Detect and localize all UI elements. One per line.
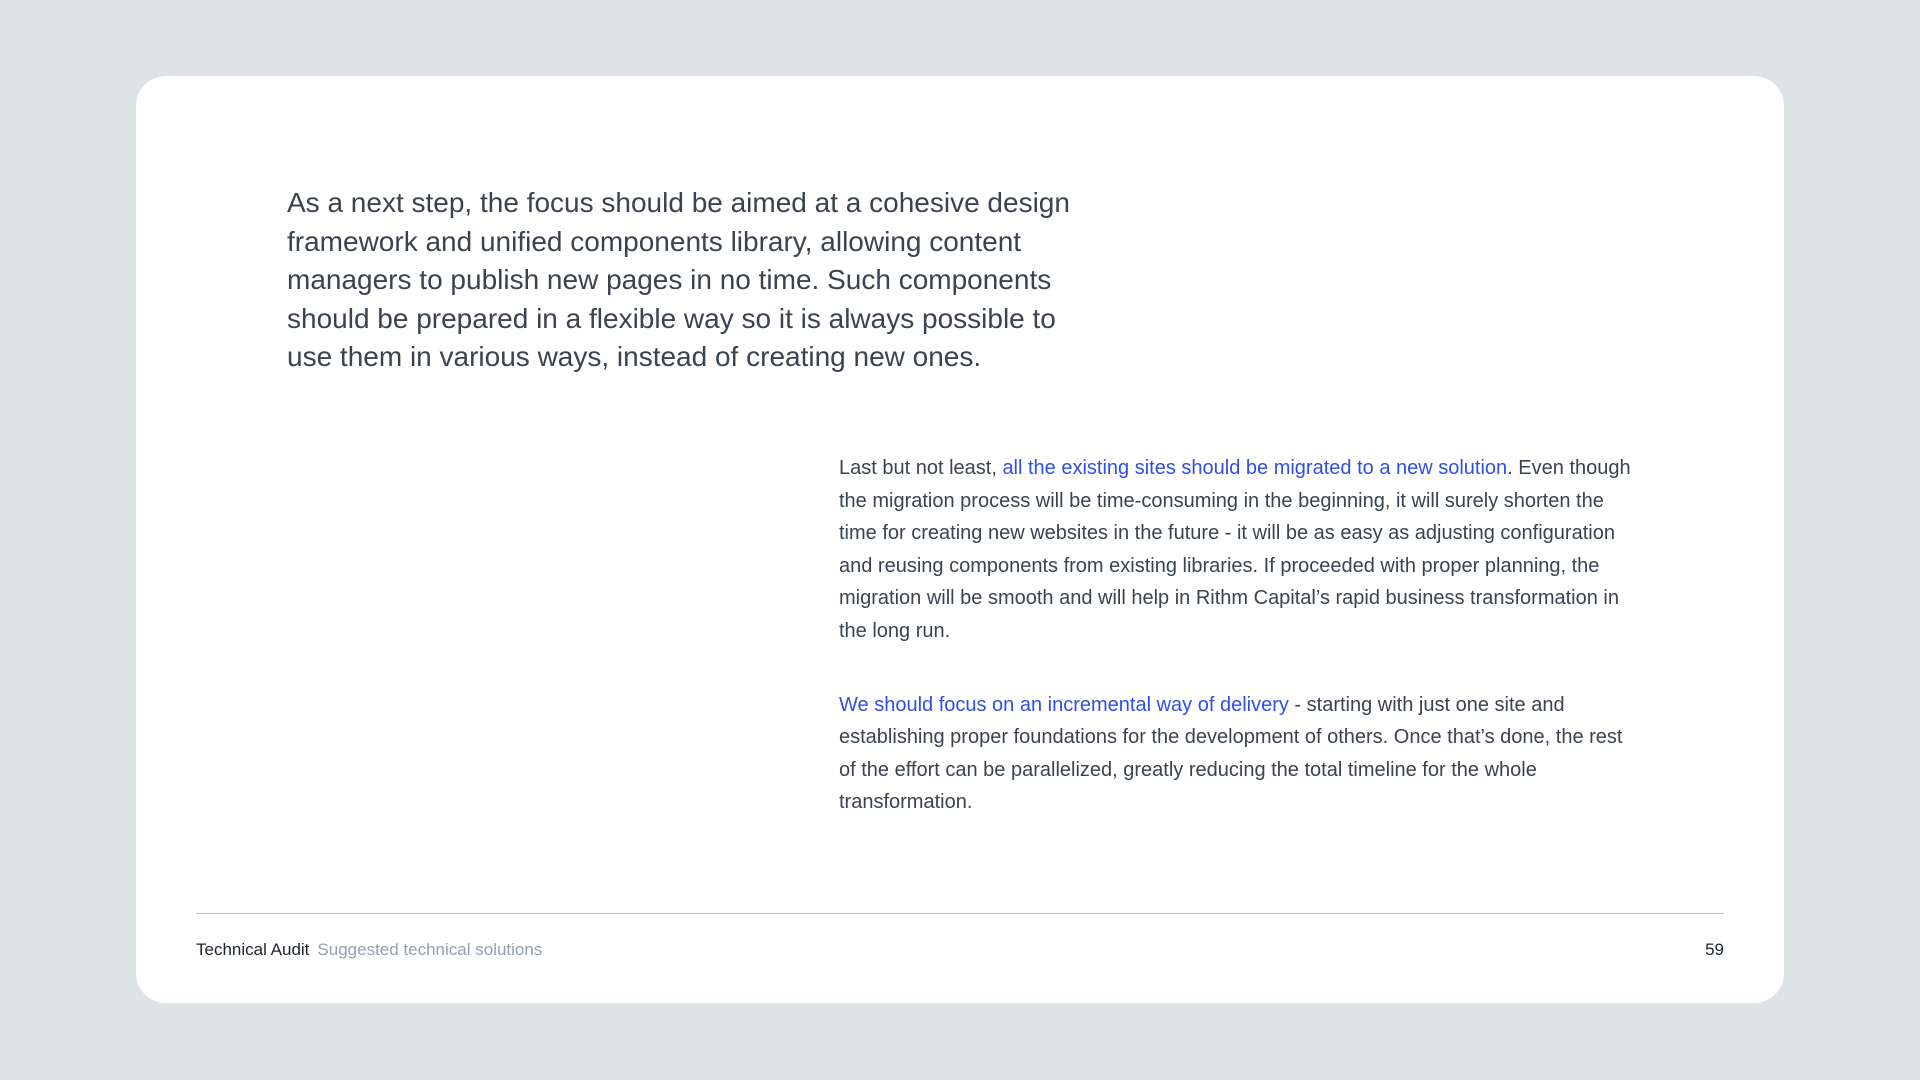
page-number: 59 — [1705, 940, 1724, 959]
intro-paragraph: As a next step, the focus should be aimed at a cohesive design framework and unified components library, allowing content managers to publish new pages in no time. Such components should be prepared in a flexible way so it is always possible to use them in various ways, instead of creating new ones. — [287, 187, 1070, 373]
footer-divider — [196, 913, 1724, 914]
migration-paragraph — [839, 452, 1639, 648]
section-title: Suggested technical solutions — [317, 940, 543, 959]
slide-card — [136, 76, 1784, 1003]
migration-highlight: all the existing sites should be migrated to a new solution — [1002, 457, 1508, 479]
body-column — [839, 452, 1639, 819]
footer-breadcrumb — [196, 939, 542, 961]
document-title: Technical Audit — [196, 940, 310, 959]
delivery-paragraph-rest: - starting with just one site and establishing proper foundations for the development of others. Once that’s done, the rest of the effort can be parallelized, greatly reducing the total timeline for the whole transformation. — [839, 693, 1623, 814]
migration-paragraph-rest: . Even though the migration process will be time-consuming in the beginning, it will surely shorten the time for creating new websites in the future - it will be as easy as adjusting configuration and reusing components from existing libraries. If proceeded with proper planning, the migration will be smooth and will help in Rithm Capital’s rapid business transformation in the long run. — [839, 457, 1631, 642]
delivery-paragraph — [839, 689, 1639, 819]
migration-paragraph-lead: Last but not least, — [839, 457, 1003, 479]
delivery-highlight: We should focus on an incremental way of delivery — [839, 693, 1289, 716]
